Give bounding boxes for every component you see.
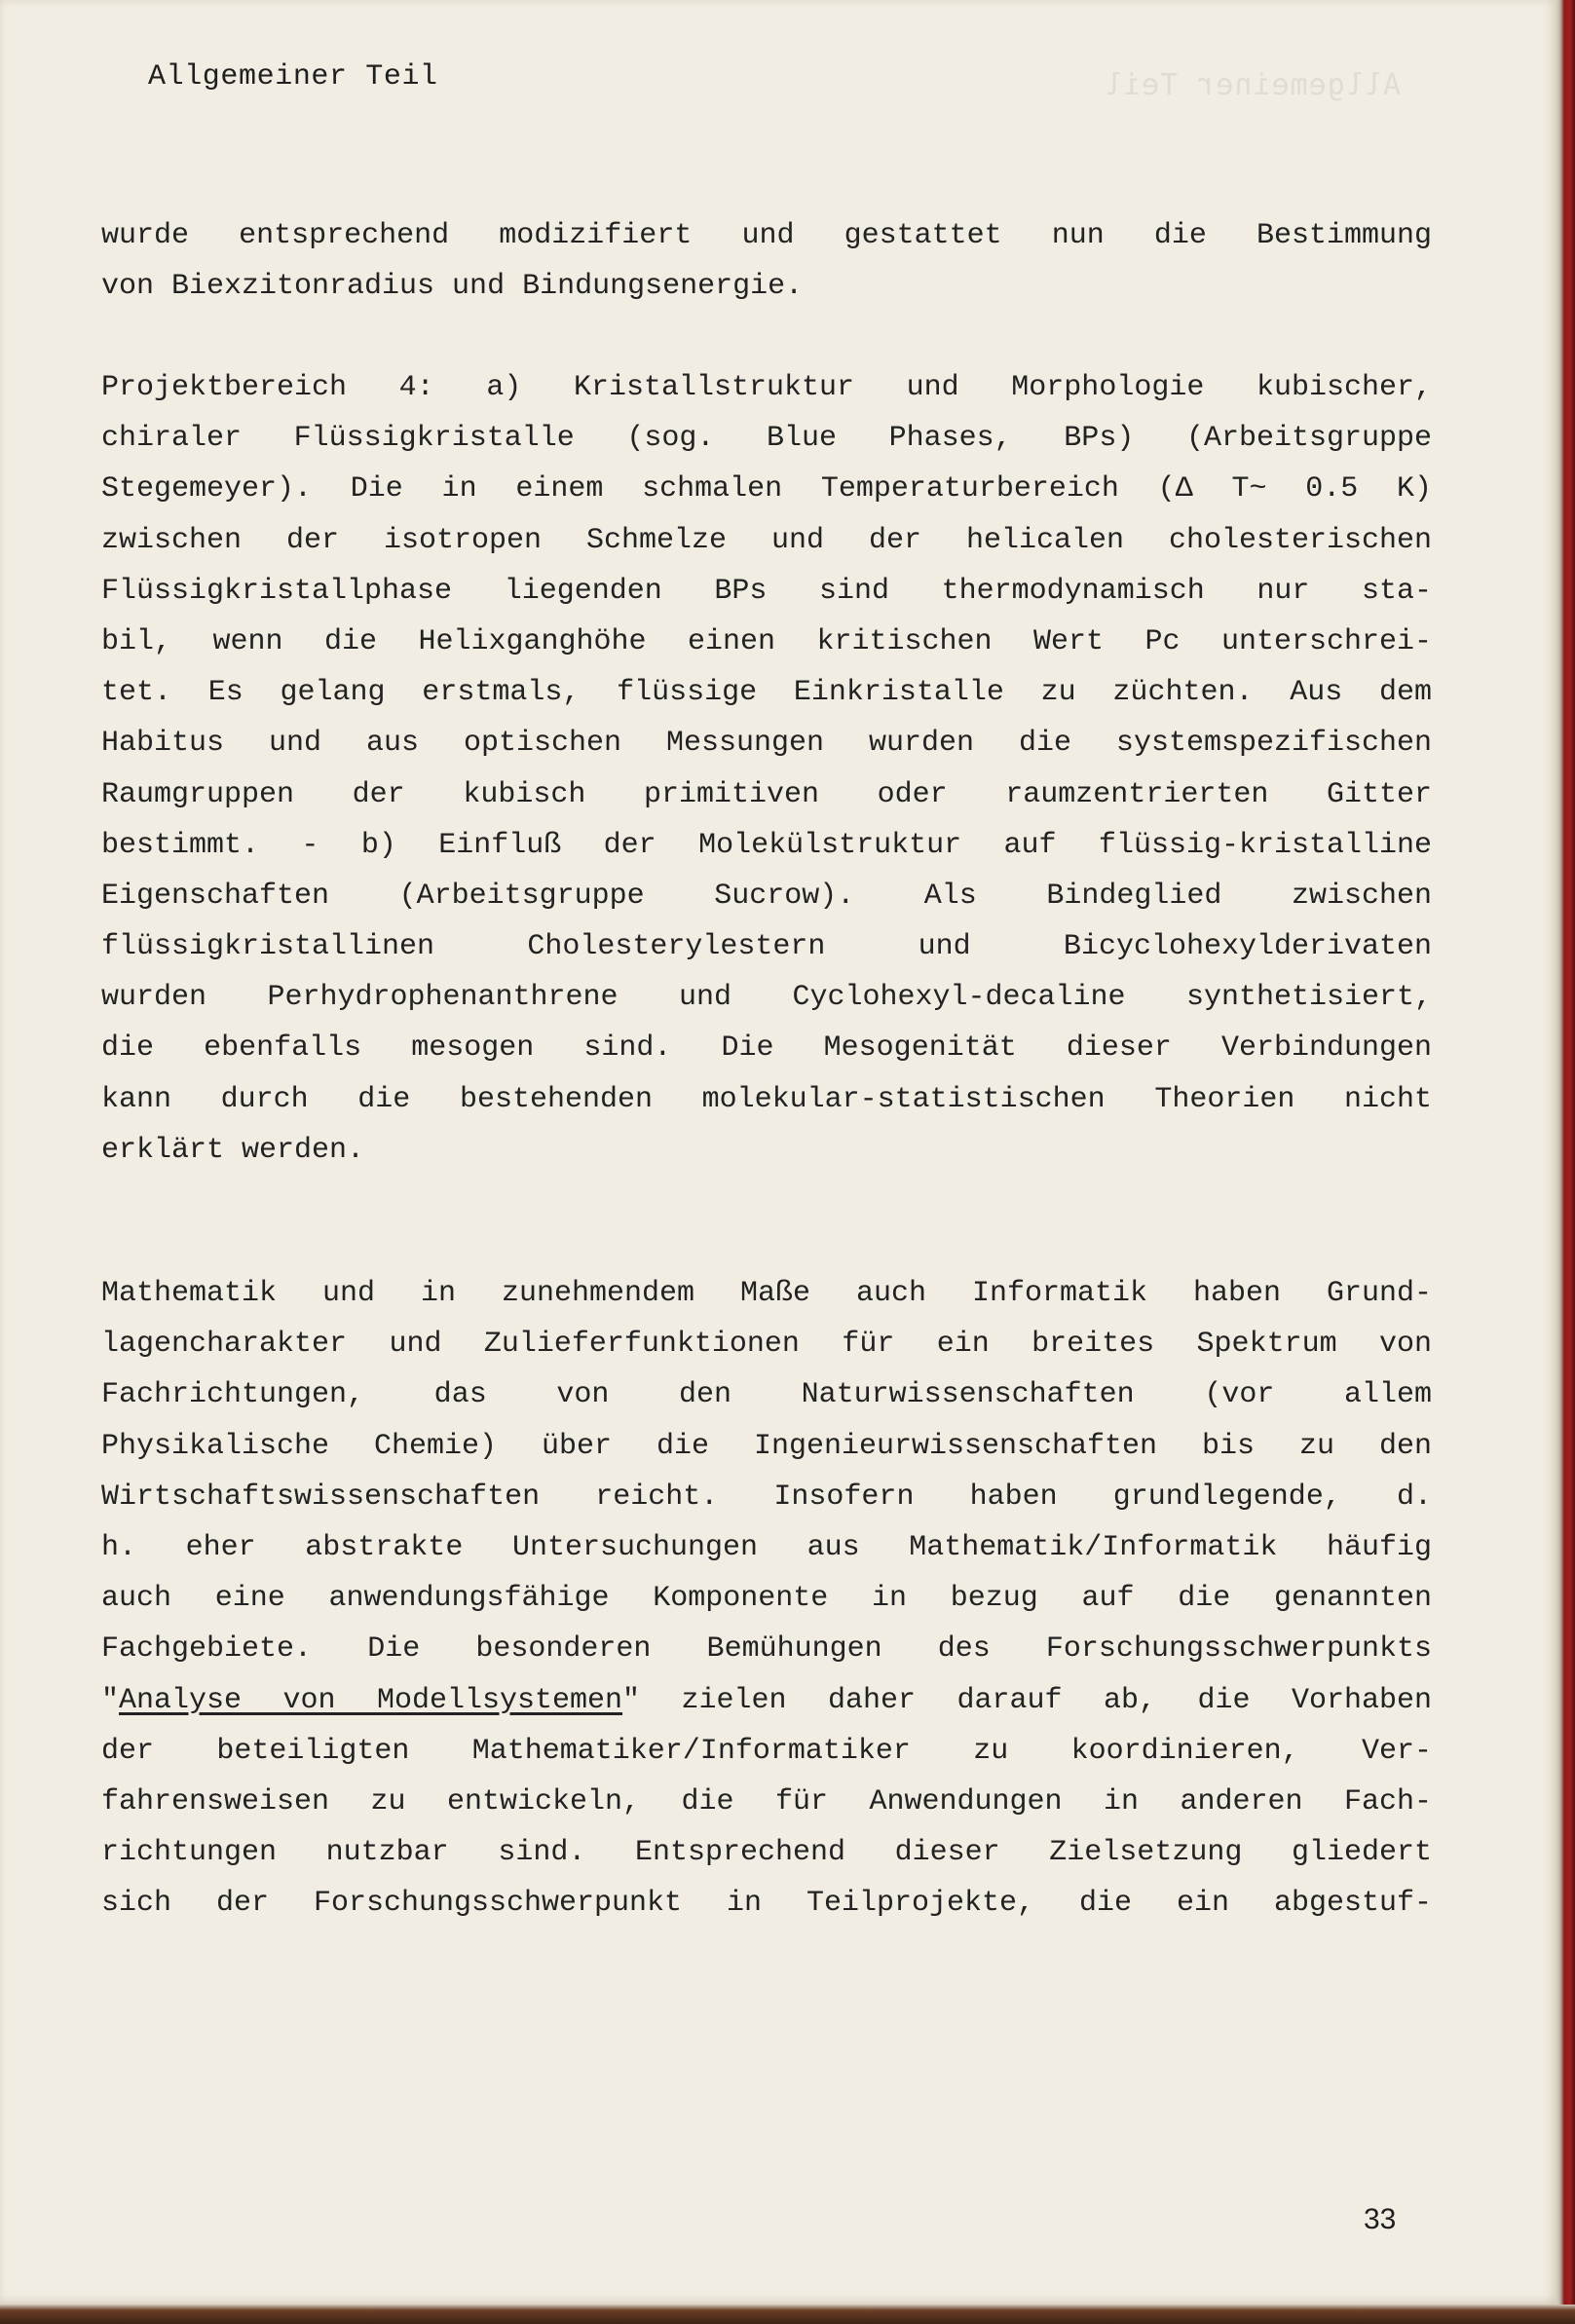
text-line: auch eine anwendungsfähige Komponente in bezug auf die genannten xyxy=(101,1582,1432,1616)
text-line: Wirtschaftswissenschaften reicht. Insofern haben grundlegende, d. xyxy=(101,1480,1432,1514)
text-line: flüssigkristallinen Cholesterylestern und Bicyclohexylderivaten xyxy=(101,930,1432,964)
text-line: wurde entsprechend modizifiert und gestattet nun die Bestimmung xyxy=(101,219,1432,252)
text-line xyxy=(101,1675,1432,1726)
underlined-term: Analyse von Modellsystemen xyxy=(119,1683,623,1717)
text-line: richtungen nutzbar sind. Entsprechend dieser Zielsetzung gliedert xyxy=(101,1836,1432,1870)
text-line: Eigenschaften (Arbeitsgruppe Sucrow). Als Bindeglied zwischen xyxy=(101,879,1432,913)
text-line: Flüssigkristallphase liegenden BPs sind thermodynamisch nur sta- xyxy=(101,574,1432,608)
text-line: erklärt werden. xyxy=(101,1133,365,1167)
paragraph-mathematik-informatik xyxy=(101,1268,1432,1929)
paragraph-biexziton xyxy=(101,210,1432,312)
book-cover-edge xyxy=(1556,0,1575,2324)
text-line: lagencharakter und Zulieferfunktionen für ein breites Spektrum von xyxy=(101,1328,1432,1362)
text-line: Habitus und aus optischen Messungen wurden die systemspezifischen xyxy=(101,727,1432,761)
line-continuation: " zielen daher darauf ab, die Vorhaben xyxy=(622,1683,1432,1717)
text-line: Projektbereich 4: a) Kristallstruktur und Morphologie kubischer, xyxy=(101,371,1432,404)
text-line: zwischen der isotropen Schmelze und der helicalen cholesterischen xyxy=(101,523,1432,557)
page-bottom-edge xyxy=(0,2305,1575,2324)
text-line: Fachgebiete. Die besonderen Bemühungen des Forschungsschwerpunkts xyxy=(101,1632,1432,1667)
page-number: 33 xyxy=(1364,2203,1397,2235)
text-line: Physikalische Chemie) über die Ingenieurwissenschaften bis zu den xyxy=(101,1429,1432,1463)
text-line: Stegemeyer). Die in einem schmalen Temperaturbereich (Δ T~ 0.5 K) xyxy=(101,472,1432,506)
paragraph-projektbereich-4 xyxy=(101,362,1432,1176)
text-line: von Biexzitonradius und Bindungsenergie. xyxy=(101,270,804,304)
text-line: tet. Es gelang erstmals, flüssige Einkristalle zu züchten. Aus dem xyxy=(101,676,1432,710)
text-line: kann durch die bestehenden molekular-statistischen Theorien nicht xyxy=(101,1082,1432,1116)
text-line: sich der Forschungsschwerpunkt in Teilprojekte, die ein abgestuf- xyxy=(101,1887,1432,1921)
open-quote: " xyxy=(101,1683,120,1717)
running-head: Allgemeiner Teil xyxy=(148,60,438,94)
text-line: Mathematik und in zunehmendem Maße auch Informatik haben Grund- xyxy=(101,1277,1432,1310)
text-line: wurden Perhydrophenanthrene und Cyclohexyl-decaline synthetisiert, xyxy=(101,981,1432,1015)
text-line: fahrensweisen zu entwickeln, die für Anwendungen in anderen Fach- xyxy=(101,1784,1432,1818)
text-line: bestimmt. - b) Einfluß der Molekülstruktur auf flüssig-kristalline xyxy=(101,828,1432,862)
text-line: Raumgruppen der kubisch primitiven oder raumzentrierten Gitter xyxy=(101,777,1432,811)
text-line: chiraler Flüssigkristalle (sog. Blue Phases, BPs) (Arbeitsgruppe xyxy=(101,422,1432,456)
show-through-text: Allgemeiner Teil xyxy=(1104,68,1401,102)
text-line: h. eher abstrakte Untersuchungen aus Mathematik/Informatik häufig xyxy=(101,1530,1432,1564)
text-line: bil, wenn die Helixganghöhe einen kritischen Wert Pc unterschrei- xyxy=(101,624,1432,658)
text-line: der beteiligten Mathematiker/Informatiker zu koordinieren, Ver- xyxy=(101,1734,1432,1768)
text-line: die ebenfalls mesogen sind. Die Mesogenität dieser Verbindungen xyxy=(101,1031,1432,1066)
text-line: Fachrichtungen, das von den Naturwissenschaften (vor allem xyxy=(101,1378,1432,1412)
